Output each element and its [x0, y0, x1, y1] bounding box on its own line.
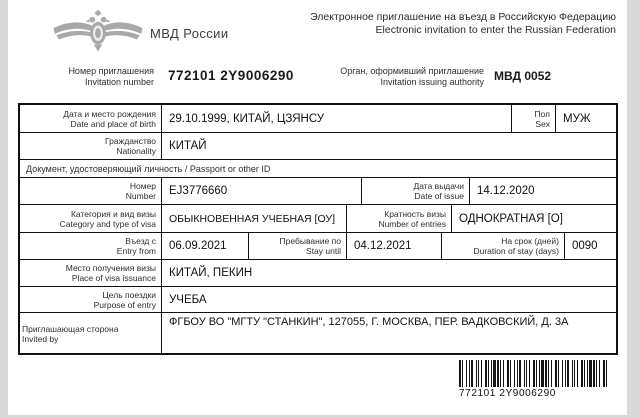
- row-document-section: [20, 160, 616, 178]
- duration-label: На срок (дней) Duration of stay (days): [442, 233, 565, 259]
- barcode-icon: [459, 360, 611, 387]
- document-section-header: Документ, удостоверяющий личность / Passport or other ID: [26, 163, 271, 174]
- purpose-value: УЧЕБА: [169, 293, 207, 306]
- sex-value: МУЖ: [563, 112, 591, 125]
- row-nationality: [20, 133, 616, 160]
- doc-number-label: Номер Number: [20, 178, 162, 204]
- visa-category-value: ОБЫКНОВЕННАЯ УЧЕБНАЯ [ОУ]: [162, 205, 347, 232]
- page-right-margin: [627, 0, 640, 418]
- row-visa-category: [20, 205, 616, 233]
- issuing-authority-label: Орган, оформивший приглашение Invitation issuing authority: [340, 66, 484, 87]
- birth-label: Дата и место рождения Date and place of birth: [20, 105, 162, 132]
- invited-by-value: ФГБОУ ВО "МГТУ "СТАНКИН", 127055, Г. МОСКВА, ПЕР. ВАДКОВСКИЙ, Д. 3А: [169, 316, 569, 328]
- agency-name: МВД России: [150, 26, 229, 41]
- visa-place-label: Место получения визы Place of visa issuance: [20, 260, 162, 286]
- entry-from-value: 06.09.2021: [162, 233, 249, 259]
- document-title-en: Electronic invitation to enter the Russian Federation: [375, 24, 616, 36]
- invitation-number-value: 772101 2Y9006290: [168, 68, 294, 83]
- document-title-ru: Электронное приглашение на въезд в Российскую Федерацию: [310, 11, 616, 23]
- purpose-label: Цель поездки Purpose of entry: [20, 287, 162, 312]
- visa-category-label: Категория и вид визы Category and type of visa: [20, 205, 162, 232]
- birth-value: 29.10.1999, КИТАЙ, ЦЗЯНСУ: [162, 105, 512, 132]
- row-purpose: [20, 287, 616, 313]
- issue-date-label: Дата выдачи Date of issue: [362, 178, 470, 204]
- sex-label: Пол Sex: [512, 105, 556, 132]
- doc-number-value: EJ3776660: [162, 178, 362, 204]
- duration-value: 0090: [572, 240, 598, 252]
- nationality-label: Гражданство Nationality: [20, 133, 162, 159]
- entries-value: ОДНОКРАТНАЯ [О]: [459, 212, 563, 225]
- invitation-form-table: [18, 103, 618, 355]
- row-birth: [20, 105, 616, 133]
- entries-label: Кратность визы Number of entries: [347, 205, 452, 232]
- row-invited-by: [20, 313, 616, 353]
- stay-until-label: Пребывание по Stay until: [249, 233, 347, 259]
- page-left-margin: [0, 0, 8, 418]
- stay-until-value: 04.12.2021: [347, 233, 442, 259]
- entry-from-label: Въезд с Entry from: [20, 233, 162, 259]
- issuing-authority-value: МВД 0052: [494, 69, 552, 83]
- nationality-value: КИТАЙ: [169, 140, 207, 152]
- row-doc-number: [20, 178, 616, 205]
- mvd-emblem-icon: [52, 9, 144, 53]
- issue-date-value: 14.12.2020: [477, 185, 535, 197]
- row-visa-place: [20, 260, 616, 287]
- invitation-number-label: Номер приглашения Invitation number: [68, 66, 154, 87]
- barcode-block: [459, 360, 611, 399]
- row-entry-dates: [20, 233, 616, 260]
- document-title: [310, 11, 616, 37]
- visa-place-value: КИТАЙ, ПЕКИН: [169, 267, 253, 279]
- barcode-text: 772101 2Y9006290: [459, 388, 556, 399]
- invited-by-label: Приглашающая сторона Invited by: [20, 313, 162, 353]
